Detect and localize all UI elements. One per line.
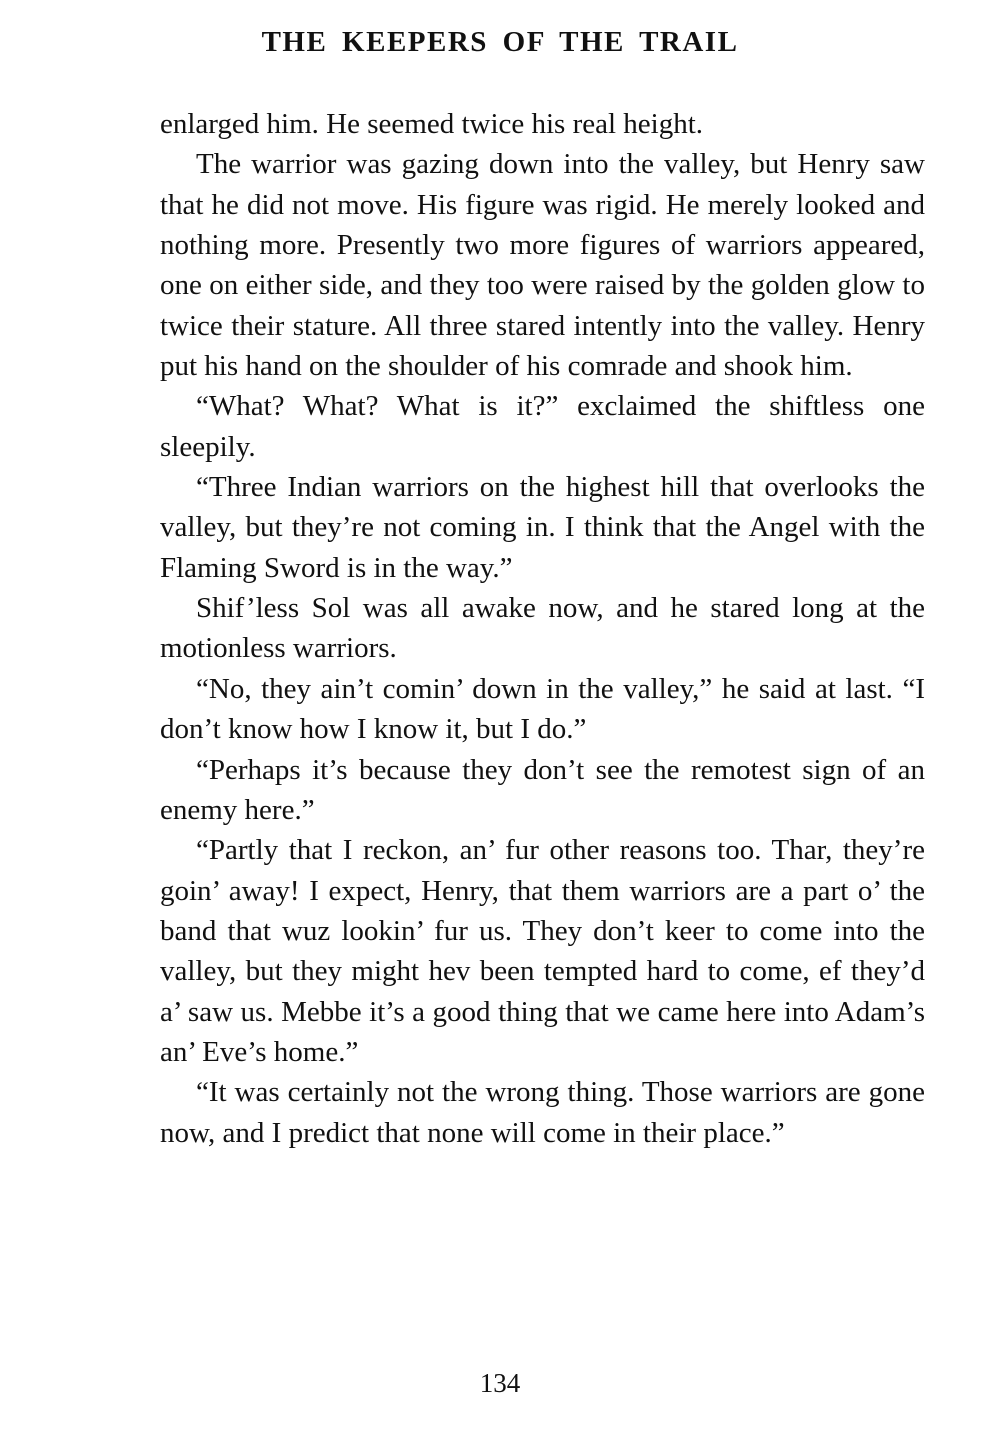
paragraph: “Partly that I reckon, an’ fur other reasons too. Thar, they’re goin’ away! I expect, Henry, that them warriors are a part o’ the band that wuz lookin’ fur us. They don’t keer to come into the valley, but they might hev been tempted hard to come, ef they’d a’ saw us. Mebbe it’s a good thing that we came here into Adam’s an’ Eve’s home.” (160, 834, 925, 1068)
paragraph: “Three Indian warriors on the highest hill that overlooks the valley, but they’re not coming in. I think that the Angel with the Flaming Sword is in the way.” (160, 471, 925, 584)
paragraph: “It was certainly not the wrong thing. Those warriors are gone now, and I predict that none will come in their place.” (160, 1076, 925, 1149)
paragraph: “What? What? What is it?” exclaimed the shiftless one sleepily. (160, 390, 925, 463)
body-text (160, 104, 925, 1153)
paragraph-continued: enlarged him. He seemed twice his real height. (160, 108, 704, 140)
paragraph: “Perhaps it’s because they don’t see the remotest sign of an enemy here.” (160, 753, 925, 826)
page-number: 134 (479, 1368, 521, 1398)
paragraph: Shif’less Sol was all awake now, and he stared long at the motionless warriors. (160, 592, 925, 665)
paragraph: The warrior was gazing down into the valley, but Henry saw that he did not move. His figure was rigid. He merely looked and nothing more. Presently two more figures of warriors appeared, one on either side, and they too were raised by the golden glow to twice their stature. All three stared intently into the valley. Henry put his hand on the shoulder of his comrade and shook him. (160, 148, 925, 383)
running-head: THE KEEPERS OF THE TRAIL (261, 26, 739, 58)
paragraph: “No, they ain’t comin’ down in the valley,” he said at last. “I don’t know how I know it, but I do.” (160, 672, 925, 746)
